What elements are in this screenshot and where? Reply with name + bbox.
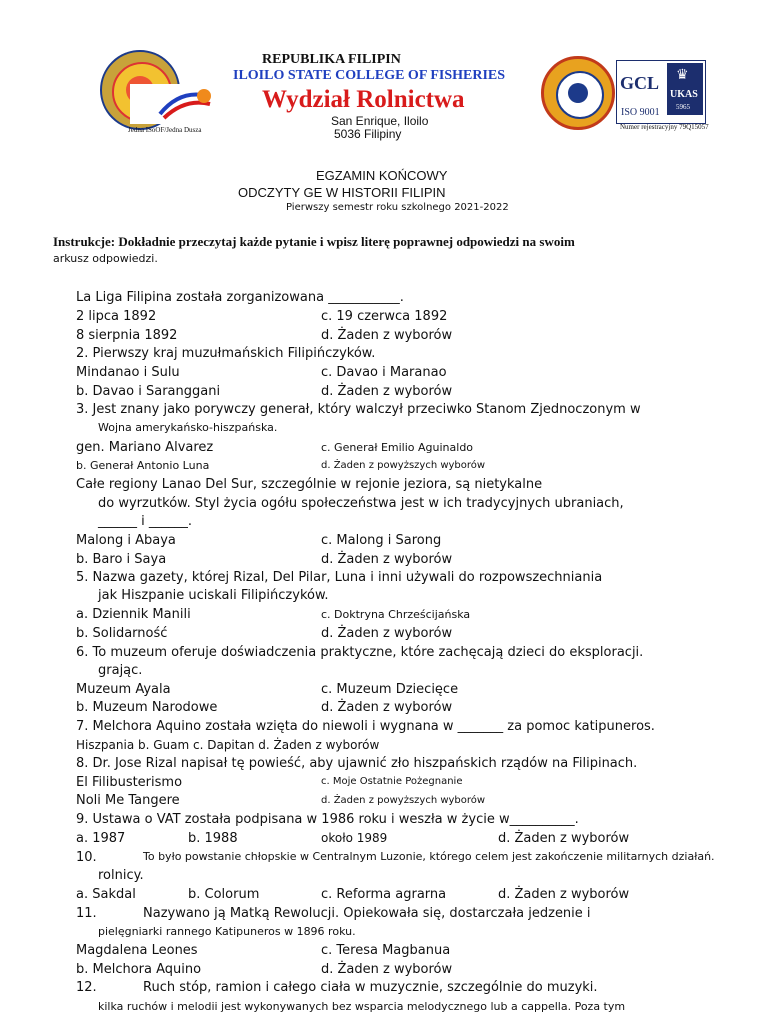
q5-stem-cont: jak Hiszpanie uciskali Filipińczyków. — [98, 588, 329, 603]
q10-stem-cont: rolnicy. — [98, 868, 144, 883]
q8-option-b: Noli Me Tangere — [76, 793, 180, 808]
header-republic: REPUBLIKA FILIPIN — [262, 52, 401, 67]
instructions-line-1: Instrukcje: Dokładnie przeczytaj każde pytanie i wpisz literę poprawnej odpowiedzi na swoim — [53, 234, 575, 249]
q2-option-a: Mindanao i Sulu — [76, 365, 180, 380]
q2-option-c: c. Davao i Maranao — [321, 365, 447, 380]
iso-text: ISO 9001 — [621, 107, 660, 118]
q11-stem-cont: pielęgniarki rannego Katipuneros w 1896 roku. — [98, 925, 356, 938]
exam-title: EGZAMIN KOŃCOWY — [316, 168, 448, 183]
q6-option-a: Muzeum Ayala — [76, 682, 171, 697]
q1-option-d: d. Żaden z wyborów — [321, 328, 453, 343]
q6-option-c: c. Muzeum Dziecięce — [321, 682, 459, 697]
q6-option-d: d. Żaden z wyborów — [321, 700, 453, 715]
q8-option-c: c. Moje Ostatnie Pożegnanie — [321, 776, 463, 787]
iso-certification-badge — [616, 60, 706, 124]
q5-stem: 5. Nazwa gazety, której Rizal, Del Pilar, Luna i inni używali do rozpowszechniania — [76, 570, 603, 585]
q3-option-a: gen. Mariano Alvarez — [76, 440, 214, 455]
q11-number: 11. — [76, 906, 97, 921]
q8-stem: 8. Dr. Jose Rizal napisał tę powieść, aby ujawnić zło hiszpańskich rządów na Filipinach. — [76, 756, 638, 771]
exam-semester: Pierwszy semestr roku szkolnego 2021-2022 — [286, 202, 509, 213]
fisheries-seal-logo — [541, 56, 615, 130]
q3-option-b: b. Generał Antonio Luna — [76, 459, 210, 472]
q5-option-a: a. Dziennik Manili — [76, 607, 191, 622]
q11-option-d: d. Żaden z wyborów — [321, 962, 453, 977]
q1-option-c: c. 19 czerwca 1892 — [321, 309, 448, 324]
q1-stem: La Liga Filipina została zorganizowana ___________. — [76, 290, 404, 305]
q5-option-d: d. Żaden z wyborów — [321, 626, 453, 641]
fish-logo — [130, 84, 222, 124]
q10-number: 10. — [76, 850, 97, 865]
q3-stem: 3. Jest znany jako porywczy generał, który walczył przeciwko Stanom Zjednoczonym w — [76, 402, 641, 417]
q4-option-d: d. Żaden z wyborów — [321, 552, 453, 567]
q4-stem: Całe regiony Lanao Del Sur, szczególnie w rejonie jeziora, są nietykalne — [76, 477, 543, 492]
q7-stem: 7. Melchora Aquino została wzięta do niewoli i wygnana w _______ za pomoc katipuneros. — [76, 719, 655, 734]
instructions-line-2: arkusz odpowiedzi. — [53, 252, 158, 265]
certification-caption: Numer rejestracyjny 79Q15057 — [620, 123, 709, 131]
q9-option-a: a. 1987 — [76, 831, 126, 846]
q10-option-a: a. Sakdal — [76, 887, 136, 902]
q5-option-c: c. Doktryna Chrześcijańska — [321, 608, 471, 621]
address-line-2: 5036 Filipiny — [334, 127, 402, 141]
ukas-number: 5965 — [676, 103, 690, 111]
q3-option-c: c. Generał Emilio Aguinaldo — [321, 441, 474, 454]
q7-options: Hiszpania b. Guam c. Dapitan d. Żaden z wyborów — [76, 738, 380, 752]
q10-option-b: b. Colorum — [188, 887, 260, 902]
q12-stem-cont: kilka ruchów i melodii jest wykonywanych bez wsparcia melodycznego lub a cappella. Poza tym — [98, 1000, 626, 1013]
q6-stem: 6. To muzeum oferuje doświadczenia praktyczne, które zachęcają dzieci do eksploracji. — [76, 645, 644, 660]
q9-stem: 9. Ustawa o VAT została podpisana w 1986 roku i weszła w życie w__________. — [76, 812, 579, 827]
q8-option-a: El Filibusterismo — [76, 775, 183, 790]
ukas-logo — [667, 63, 703, 115]
q5-option-b: b. Solidarność — [76, 626, 168, 641]
q4-option-c: c. Malong i Sarong — [321, 533, 442, 548]
q9-option-d: d. Żaden z wyborów — [498, 831, 630, 846]
q6-option-b: b. Muzeum Narodowe — [76, 700, 218, 715]
crown-icon: ♛ — [676, 67, 689, 83]
q10-option-d: d. Żaden z wyborów — [498, 887, 630, 902]
q4-stem-cont: do wyrzutków. Styl życia ogółu społeczeństwa jest w ich tradycyjnych ubraniach, — [98, 496, 624, 511]
q2-option-d: d. Żaden z wyborów — [321, 384, 453, 399]
logo-caption: Jedna ISoOF/Jedna Dusza — [128, 126, 202, 134]
q10-stem: To było powstanie chłopskie w Centralnym Luzonie, którego celem jest zakończenie militarnych działań. — [143, 850, 715, 863]
q11-option-c: c. Teresa Magbanua — [321, 943, 451, 958]
q12-stem: Ruch stóp, ramion i całego ciała w muzycznie, szczególnie do muzyki. — [143, 980, 598, 995]
header-department: Wydział Rolnictwa — [262, 86, 465, 113]
q12-number: 12. — [76, 980, 97, 995]
q11-stem: Nazywano ją Matką Rewolucji. Opiekowała się, dostarczała jedzenie i — [143, 906, 591, 921]
q10-option-c: c. Reforma agrarna — [321, 887, 447, 902]
q2-option-b: b. Davao i Saranggani — [76, 384, 221, 399]
q1-option-b: 8 sierpnia 1892 — [76, 328, 178, 343]
q8-option-d: d. Żaden z powyższych wyborów — [321, 795, 486, 806]
q2-stem: 2. Pierwszy kraj muzułmańskich Filipińczyków. — [76, 346, 376, 361]
q3-option-d: d. Żaden z powyższych wyborów — [321, 460, 486, 471]
q11-option-b: b. Melchora Aquino — [76, 962, 202, 977]
q4-option-a: Malong i Abaya — [76, 533, 176, 548]
q3-stem-cont: Wojna amerykańsko-hiszpańska. — [98, 421, 278, 434]
gcl-logo-text: GCL — [620, 73, 660, 93]
q9-option-b: b. 1988 — [188, 831, 238, 846]
exam-subject: ODCZYTY GE W HISTORII FILIPIN — [238, 185, 446, 200]
q4-stem-blanks: ______ i ______. — [98, 514, 193, 529]
ukas-text: UKAS — [670, 89, 698, 100]
q4-option-b: b. Baro i Saya — [76, 552, 167, 567]
q1-option-a: 2 lipca 1892 — [76, 309, 157, 324]
q6-stem-cont: grając. — [98, 663, 143, 678]
address-line-1: San Enrique, Iloilo — [331, 114, 429, 128]
q9-option-c: około 1989 — [321, 831, 388, 845]
header-college: ILOILO STATE COLLEGE OF FISHERIES — [233, 68, 506, 83]
q11-option-a: Magdalena Leones — [76, 943, 198, 958]
